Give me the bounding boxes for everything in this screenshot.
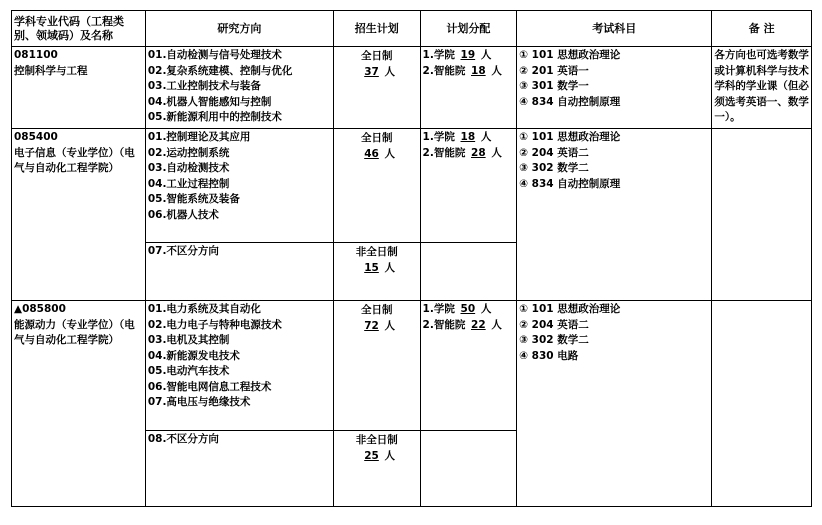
plan-label: 全日制 bbox=[361, 132, 393, 144]
list-item: 05.电动汽车技术 bbox=[147, 365, 230, 377]
exam-list bbox=[517, 129, 712, 301]
header-row bbox=[12, 11, 812, 47]
list-item: 04.新能源发电技术 bbox=[147, 349, 240, 362]
list-item: ③ 302 数学二 bbox=[519, 162, 589, 174]
list-item: ④ 830 电路 bbox=[519, 349, 579, 362]
list-item: 01.自动检测与信号处理技术 bbox=[147, 49, 282, 61]
plan-label: 非全日制 bbox=[355, 246, 398, 258]
alloc-number: 28 bbox=[471, 146, 486, 159]
list-item: 03.电机及其控制 bbox=[147, 334, 230, 346]
list-item: ③ 302 数学二 bbox=[519, 334, 589, 346]
plan-cell bbox=[334, 431, 421, 507]
list-item: 05.新能源利用中的控制技术 bbox=[147, 111, 282, 123]
alloc-prefix: 2.智能院 bbox=[422, 64, 466, 77]
plan-cell bbox=[334, 129, 421, 243]
table-row bbox=[12, 301, 812, 431]
major-cell bbox=[12, 301, 146, 507]
remark-cell bbox=[712, 129, 812, 301]
list-item: 05.智能系统及装备 bbox=[147, 193, 240, 205]
allocation-cell bbox=[420, 243, 517, 301]
plan-cell bbox=[334, 47, 421, 129]
plan-label: 非全日制 bbox=[355, 434, 398, 446]
alloc-unit: 人 bbox=[480, 303, 492, 315]
plan-number: 72 bbox=[364, 320, 379, 332]
allocation-cell bbox=[420, 431, 517, 507]
list-item: 02.电力电子与特种电源技术 bbox=[147, 318, 282, 331]
direction-list bbox=[145, 129, 333, 243]
plan-unit: 人 bbox=[384, 262, 396, 274]
list-item: 03.工业控制技术与装备 bbox=[147, 80, 261, 92]
header-remarks: 备 注 bbox=[712, 11, 812, 47]
list-item: ④ 834 自动控制原理 bbox=[519, 95, 621, 108]
alloc-number: 18 bbox=[471, 64, 486, 77]
major-name: 电子信息（专业学位）（电气与自动化工程学院） bbox=[14, 146, 135, 174]
plan-number: 37 bbox=[364, 66, 379, 78]
alloc-number: 22 bbox=[471, 318, 486, 331]
alloc-number: 19 bbox=[460, 49, 476, 61]
plan-unit: 人 bbox=[384, 320, 396, 332]
alloc-prefix: 1.学院 bbox=[422, 131, 455, 143]
list-item: 03.自动检测技术 bbox=[147, 162, 230, 174]
plan-cell bbox=[334, 243, 421, 301]
alloc-unit: 人 bbox=[491, 146, 502, 159]
alloc-number: 50 bbox=[460, 303, 476, 315]
list-item: 02.运动控制系统 bbox=[147, 146, 230, 159]
direction-list bbox=[145, 243, 333, 301]
header-plan-allocation: 计划分配 bbox=[420, 11, 517, 47]
header-enrollment-plan: 招生计划 bbox=[334, 11, 421, 47]
exam-list bbox=[517, 47, 712, 129]
plan-number: 46 bbox=[364, 148, 379, 160]
plan-label: 全日制 bbox=[361, 50, 393, 62]
plan-label: 全日制 bbox=[361, 304, 393, 316]
table-row bbox=[12, 47, 812, 129]
plan-unit: 人 bbox=[384, 450, 396, 462]
list-item: ③ 301 数学一 bbox=[519, 80, 589, 92]
list-item: 06.智能电网信息工程技术 bbox=[147, 380, 272, 393]
direction-list bbox=[145, 301, 333, 431]
major-code: ▲085800 bbox=[14, 303, 66, 315]
plan-cell bbox=[334, 301, 421, 431]
exam-list bbox=[517, 301, 712, 507]
major-name: 控制科学与工程 bbox=[14, 64, 88, 77]
major-cell bbox=[12, 129, 146, 301]
header-major-code: 学科专业代码（工程类别、领域码）及名称 bbox=[12, 11, 146, 47]
list-item: ① 101 思想政治理论 bbox=[519, 49, 621, 61]
list-item: ② 204 英语二 bbox=[519, 318, 589, 331]
alloc-unit: 人 bbox=[491, 64, 502, 77]
direction-list bbox=[145, 431, 333, 507]
plan-number: 25 bbox=[364, 450, 379, 462]
list-item: ① 101 思想政治理论 bbox=[519, 303, 621, 315]
alloc-unit: 人 bbox=[480, 131, 492, 143]
alloc-number: 18 bbox=[460, 131, 476, 143]
alloc-prefix: 1.学院 bbox=[422, 303, 455, 315]
allocation-cell bbox=[420, 47, 517, 129]
list-item: 01.电力系统及其自动化 bbox=[147, 303, 261, 315]
list-item: 04.机器人智能感知与控制 bbox=[147, 95, 272, 108]
list-item: 06.机器人技术 bbox=[147, 208, 219, 221]
list-item: 02.复杂系统建模、控制与优化 bbox=[147, 64, 293, 77]
alloc-prefix: 1.学院 bbox=[422, 49, 455, 61]
list-item: 07.高电压与绝缘技术 bbox=[147, 396, 251, 408]
list-item: 07.不区分方向 bbox=[147, 245, 219, 257]
list-item: 01.控制理论及其应用 bbox=[147, 131, 251, 143]
list-item: ② 201 英语一 bbox=[519, 64, 589, 77]
plan-number: 15 bbox=[364, 262, 379, 274]
plan-unit: 人 bbox=[384, 66, 396, 78]
plan-unit: 人 bbox=[384, 148, 396, 160]
major-code: 085400 bbox=[14, 131, 58, 143]
list-item: ② 204 英语二 bbox=[519, 146, 589, 159]
allocation-cell bbox=[420, 301, 517, 431]
list-item: ① 101 思想政治理论 bbox=[519, 131, 621, 143]
list-item: 04.工业过程控制 bbox=[147, 177, 230, 190]
header-research-direction: 研究方向 bbox=[145, 11, 333, 47]
list-item: 08.不区分方向 bbox=[147, 433, 219, 445]
remark-cell: 各方向也可选考数学或计算机科学与技术学科的学业课（但必须选考英语一、数学一）。 bbox=[712, 47, 812, 129]
list-item: ④ 834 自动控制原理 bbox=[519, 177, 621, 190]
table-row bbox=[12, 129, 812, 243]
admissions-table bbox=[11, 10, 812, 507]
major-cell bbox=[12, 47, 146, 129]
major-name: 能源动力（专业学位）（电气与自动化工程学院） bbox=[14, 318, 135, 346]
header-exam-subjects: 考试科目 bbox=[517, 11, 712, 47]
remark-cell bbox=[712, 301, 812, 507]
alloc-prefix: 2.智能院 bbox=[422, 318, 466, 331]
major-code: 081100 bbox=[14, 49, 58, 61]
direction-list bbox=[145, 47, 333, 129]
alloc-unit: 人 bbox=[491, 318, 502, 331]
alloc-prefix: 2.智能院 bbox=[422, 146, 466, 159]
allocation-cell bbox=[420, 129, 517, 243]
alloc-unit: 人 bbox=[480, 49, 492, 61]
